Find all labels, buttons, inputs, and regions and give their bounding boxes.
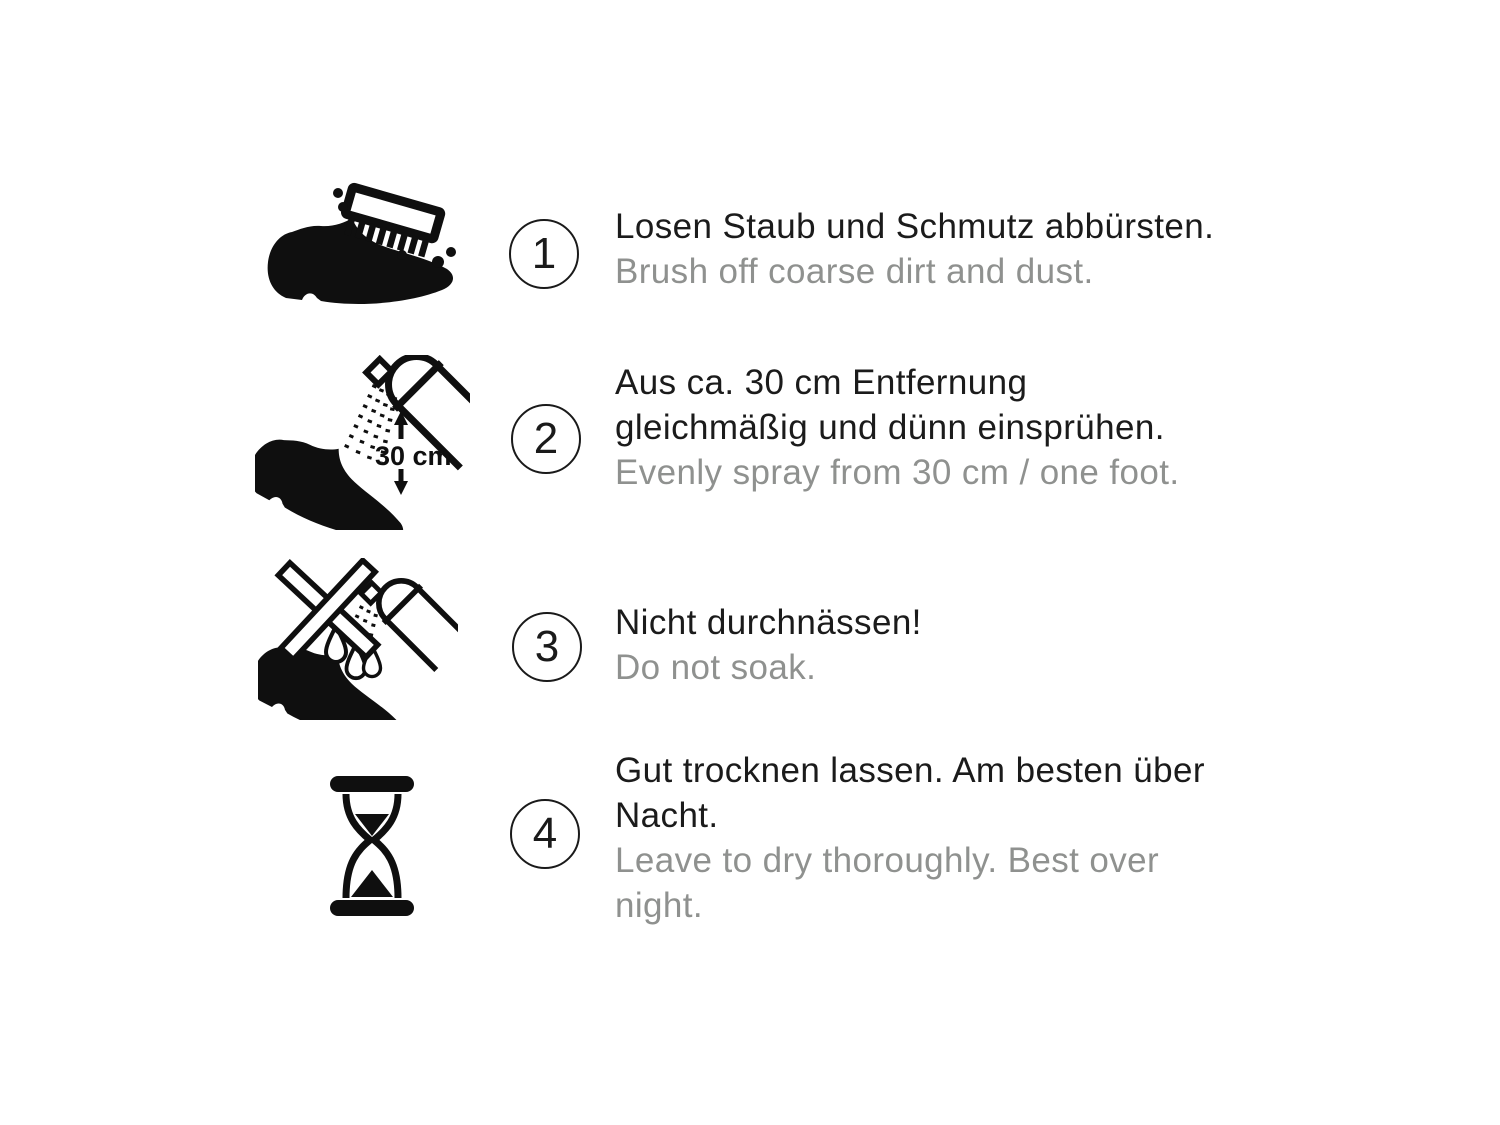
- hourglass-icon: [330, 776, 414, 916]
- shoe-no-soak-icon: [258, 558, 458, 720]
- step-4-badge: [510, 799, 580, 869]
- step-3-text-de: Nicht durchnässen!: [615, 603, 922, 642]
- shoe-spray-distance-icon: [255, 355, 470, 530]
- step-2-text-en: Evenly spray from 30 cm / one foot.: [615, 453, 1180, 492]
- step-2-badge: [511, 404, 581, 474]
- step-2-text-de: gleichmäßig und dünn einsprühen.: [615, 408, 1165, 447]
- step-4-text-en: Leave to dry thoroughly. Best over: [615, 841, 1160, 880]
- step-4-number: 4: [532, 809, 558, 858]
- shoe-no-soak-icon: [258, 558, 458, 720]
- hourglass-top-cap: [330, 776, 414, 792]
- hourglass-icon: [330, 776, 414, 916]
- step-3-text: [615, 600, 922, 690]
- step-3-badge: [512, 612, 582, 682]
- shoe-brush-icon: [262, 182, 458, 304]
- step-2-number: 2: [533, 414, 559, 463]
- step-1-text-en: Brush off coarse dirt and dust.: [615, 252, 1094, 291]
- step-4-text-de: Gut trocknen lassen. Am besten über: [615, 751, 1205, 790]
- step-1-text-de: Losen Staub und Schmutz abbürsten.: [615, 207, 1215, 246]
- step-4-text-en: night.: [615, 886, 704, 925]
- step-4-text-de: Nacht.: [615, 796, 719, 835]
- step-4-text: [615, 748, 1205, 928]
- shoe-silhouette: [255, 420, 423, 530]
- shoe-brush-icon: [262, 182, 458, 304]
- step-3-number: 3: [534, 622, 560, 671]
- step-2-text: [615, 360, 1180, 495]
- step-1-text: [615, 204, 1214, 294]
- distance-label: 30 cm: [375, 441, 452, 471]
- step-1-number: 1: [531, 229, 557, 278]
- shoe-spray-distance-icon: [255, 355, 470, 530]
- step-1-badge: [509, 219, 579, 289]
- hourglass-bottom-cap: [330, 900, 414, 916]
- step-3-text-en: Do not soak.: [615, 648, 817, 687]
- step-2-text-de: Aus ca. 30 cm Entfernung: [615, 363, 1028, 402]
